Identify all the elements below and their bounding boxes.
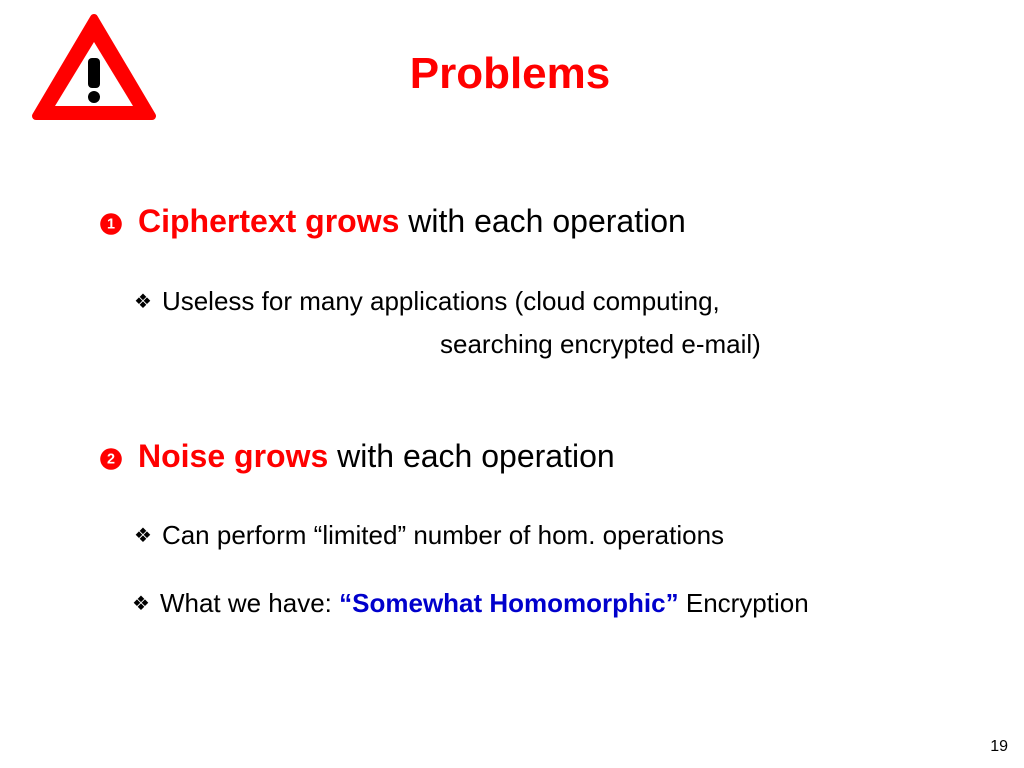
point-noise-grows bbox=[100, 436, 615, 476]
slide-title: Problems bbox=[409, 49, 611, 98]
summary-emphasis: “Somewhat Homomorphic” bbox=[339, 588, 679, 618]
point-emphasis: Ciphertext grows bbox=[138, 203, 400, 239]
diamond-bullet-icon: ❖ bbox=[134, 525, 152, 547]
sub-point-line1: Useless for many applications (cloud computing, bbox=[161, 286, 720, 316]
point-ciphertext-grows bbox=[100, 201, 686, 241]
page-number: 19 bbox=[990, 738, 1008, 755]
point-emphasis: Noise grows bbox=[138, 438, 329, 474]
number-marker-icon: 2 bbox=[100, 448, 122, 470]
summary-suffix: Encryption bbox=[678, 588, 809, 618]
sub-point-text: Can perform “limited” number of hom. operations bbox=[161, 520, 725, 550]
sub-point-limited bbox=[134, 514, 724, 557]
summary-line bbox=[132, 582, 809, 625]
diamond-bullet-icon: ❖ bbox=[132, 593, 150, 615]
warning-triangle-icon bbox=[30, 12, 158, 124]
number-marker-icon: 1 bbox=[100, 213, 122, 235]
summary-prefix: What we have: bbox=[159, 588, 340, 618]
sub-point-line2: searching encrypted e-mail) bbox=[440, 329, 761, 359]
sub-point-useless bbox=[134, 280, 761, 365]
point-text: with each operation bbox=[328, 438, 615, 474]
diamond-bullet-icon: ❖ bbox=[134, 291, 152, 313]
point-text: with each operation bbox=[399, 203, 686, 239]
